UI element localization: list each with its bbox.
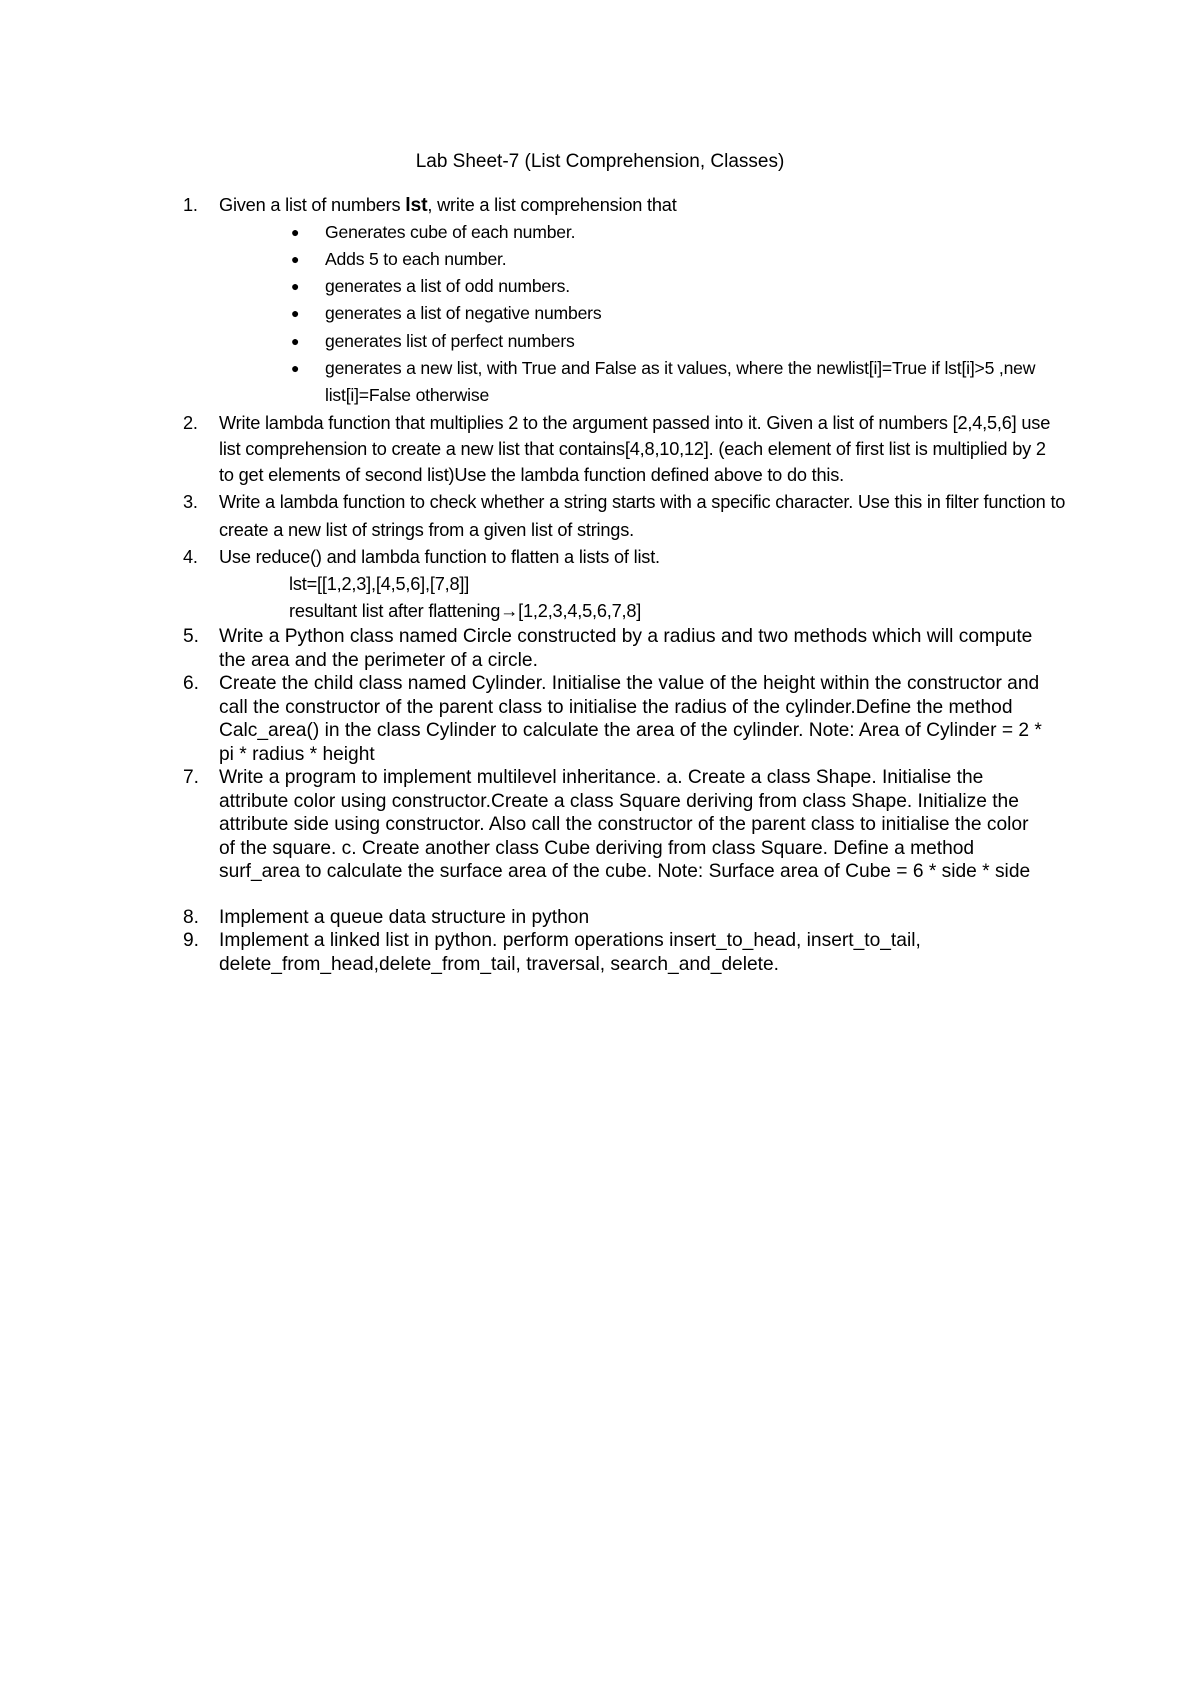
example-input: lst=[[1,2,3],[4,5,6],[7,8]] <box>289 574 470 595</box>
bullet-text: generates list of perfect numbers <box>325 330 575 351</box>
question-4 <box>183 544 1083 625</box>
question-text: Write a lambda function to check whether a string starts with a specific character. Use this in filter function to create a new list of strings from a given list of strings. <box>219 492 1066 541</box>
question-text: Create the child class named Cylinder. Initialise the value of the height within the constructor and call the constructor of the parent class to initialise the radius of the cylinder.Define the method Calc_area() in the class Cylinder to calculate the area of the cylinder. Note: Area of Cylinder = 2 * pi * radius * height <box>219 673 1042 765</box>
question-text-part: Given a list of numbers <box>219 195 406 215</box>
bullet-list <box>219 219 1083 410</box>
question-text: Write lambda function that multiplies 2 to the argument passed into it. Given a list of numbers [2,4,5,6] use list comprehension to create a new list that contains[4,8,10,12]. (each element of first list is multiplied by 2 to get elements of second list)Use the lambda function defined above to do this. <box>219 412 1051 486</box>
example-output <box>219 598 1083 625</box>
question-8 <box>183 906 1083 930</box>
bullet-text: generates a new list, with True and False as it values, where the newlist[i]=True if lst[i]>5 ,new list[i]=False otherwise <box>325 357 1036 406</box>
question-text: Write a Python class named Circle constructed by a radius and two methods which will compute the area and the perimeter of a circle. <box>219 626 1033 671</box>
question-number: 8. <box>183 906 200 928</box>
bullet-text: Adds 5 to each number. <box>325 248 507 269</box>
bullet-item <box>219 219 1083 246</box>
bullet-icon: ● <box>291 305 300 322</box>
question-number: 9. <box>183 930 200 952</box>
question-text: Use reduce() and lambda function to flatten a lists of list. <box>219 547 660 568</box>
question-text <box>219 192 1083 219</box>
question-9 <box>183 929 1083 976</box>
question-2 <box>183 410 1083 489</box>
question-1 <box>183 192 1083 410</box>
bullet-item <box>219 246 1083 273</box>
question-text-part: , write a list comprehension that <box>427 195 677 215</box>
bullet-item <box>219 273 1083 300</box>
page-title: Lab Sheet-7 (List Comprehension, Classes) <box>415 151 785 172</box>
question-number: 3. <box>183 492 198 513</box>
bullet-item <box>219 355 1083 410</box>
question-text: Write a program to implement multilevel inheritance. a. Create a class Shape. Initialise the attribute color using constructor.Create a class Square deriving from class Shape. Initialize the attribute side using constructor. Also call the constructor of the parent class to initialise the color of the square. c. Create another class Cube deriving from class Square. Define a method surf_area to calculate the surface area of the cube. Note: Surface area of Cube = 6 * side * side <box>219 767 1031 883</box>
question-number: 2. <box>183 412 198 433</box>
blank-line <box>183 884 1083 906</box>
question-5 <box>183 625 1083 672</box>
bullet-text: generates a list of negative numbers <box>325 303 602 324</box>
example-output-value: [1,2,3,4,5,6,7,8] <box>518 601 642 622</box>
question-3 <box>183 488 1083 544</box>
bullet-item <box>219 300 1083 327</box>
question-number: 6. <box>183 673 200 695</box>
example-output-label: resultant list after flattening <box>289 601 501 622</box>
bullet-icon: ● <box>291 332 300 349</box>
bullet-item <box>219 328 1083 355</box>
bullet-text: generates a list of odd numbers. <box>325 276 570 297</box>
question-6 <box>183 672 1083 766</box>
question-number: 4. <box>183 547 198 568</box>
question-text: Implement a queue data structure in python <box>219 906 590 928</box>
question-number: 7. <box>183 767 200 789</box>
question-number: 5. <box>183 626 200 648</box>
arrow-right-icon: → <box>500 601 519 622</box>
question-text: Implement a linked list in python. perform operations insert_to_head, insert_to_tail, delete_from_head,delete_from_tail, traversal, search_and_delete. <box>219 930 921 975</box>
bullet-icon: ● <box>291 278 300 295</box>
question-7 <box>183 766 1083 884</box>
bullet-text: Generates cube of each number. <box>325 221 576 242</box>
bullet-icon: ● <box>291 223 300 240</box>
bullet-icon: ● <box>291 359 300 376</box>
bullet-icon: ● <box>291 250 300 267</box>
question-number: 1. <box>183 195 198 215</box>
bold-variable: lst <box>405 194 428 216</box>
question-list <box>183 192 1083 976</box>
